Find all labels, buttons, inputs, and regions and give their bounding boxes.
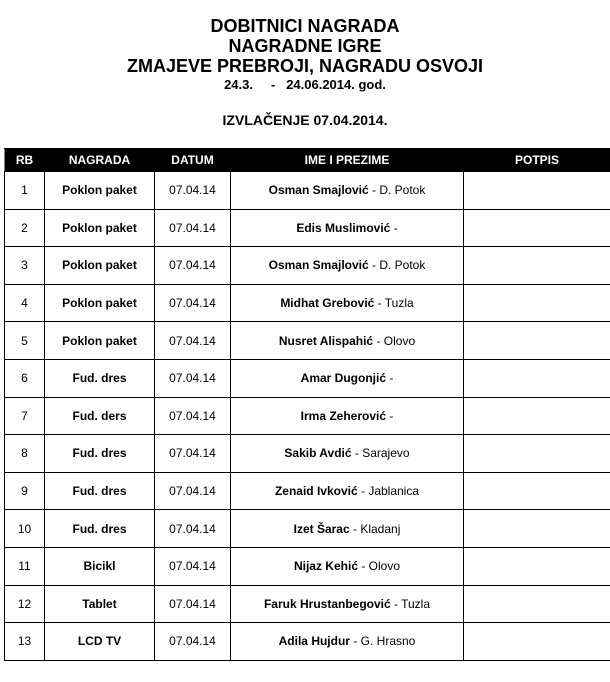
winner-name: Zenaid Ivković	[274, 484, 358, 499]
winner-place: - Olovo	[373, 333, 416, 348]
winner-place: - Olovo	[358, 559, 401, 574]
winner-place: -	[390, 220, 398, 235]
prize-cell: LCD TV	[45, 623, 155, 661]
winner-name-cell	[231, 359, 464, 397]
date-cell: 07.04.14	[155, 435, 231, 473]
signature-cell	[464, 322, 610, 360]
winner-name-cell	[231, 510, 464, 548]
winner-name: Irma Zeherović	[300, 408, 387, 423]
winner-name-cell	[231, 247, 464, 285]
date-range	[0, 76, 610, 94]
table-row	[5, 209, 610, 247]
row-number-cell: 13	[5, 623, 45, 661]
table-row	[5, 435, 610, 473]
winner-place: - Sarajevo	[351, 446, 410, 461]
date-cell: 07.04.14	[155, 209, 231, 247]
document-header	[0, 16, 610, 94]
winner-name-cell	[231, 623, 464, 661]
table-body	[5, 172, 610, 661]
row-number-cell: 2	[5, 209, 45, 247]
title-line-2: NAGRADNE IGRE	[228, 36, 382, 56]
prize-cell: Fud. ders	[45, 397, 155, 435]
table-row	[5, 397, 610, 435]
row-number-cell: 4	[5, 284, 45, 322]
winner-name: Nijaz Kehić	[293, 559, 358, 574]
date-cell: 07.04.14	[155, 510, 231, 548]
winner-name-cell	[231, 435, 464, 473]
winner-name-cell	[231, 172, 464, 210]
winner-place: -	[386, 371, 394, 386]
prize-cell: Poklon paket	[45, 209, 155, 247]
table-row	[5, 284, 610, 322]
row-number-cell: 6	[5, 359, 45, 397]
table-row	[5, 585, 610, 623]
signature-cell	[464, 284, 610, 322]
date-cell: 07.04.14	[155, 623, 231, 661]
prize-cell: Poklon paket	[45, 247, 155, 285]
row-number-cell: 3	[5, 247, 45, 285]
signature-cell	[464, 623, 610, 661]
column-header-datum: DATUM	[155, 149, 231, 172]
table-row	[5, 510, 610, 548]
date-to: 24.06.2014. god.	[286, 77, 386, 92]
winner-name: Nusret Alispahić	[278, 333, 374, 348]
table-row	[5, 247, 610, 285]
row-number-cell: 1	[5, 172, 45, 210]
signature-cell	[464, 172, 610, 210]
table-row	[5, 359, 610, 397]
signature-cell	[464, 585, 610, 623]
winner-name: Sakib Avdić	[284, 446, 352, 461]
winner-name: Midhat Grebović	[280, 296, 375, 311]
winner-name: Amar Dugonjić	[300, 371, 386, 386]
date-cell: 07.04.14	[155, 284, 231, 322]
winner-place: - D. Potok	[368, 258, 426, 273]
table-row	[5, 472, 610, 510]
title-line-3: ZMAJEVE PREBROJI, NAGRADU OSVOJI	[126, 56, 484, 76]
column-header-ime: IME I PREZIME	[231, 149, 464, 172]
prize-cell: Poklon paket	[45, 322, 155, 360]
winner-name-cell	[231, 585, 464, 623]
winner-name: Adila Hujdur	[278, 634, 350, 649]
date-separator: -	[271, 77, 276, 92]
prize-cell: Bicikl	[45, 547, 155, 585]
column-header-nagrada: NAGRADA	[45, 149, 155, 172]
row-number-cell: 7	[5, 397, 45, 435]
row-number-cell: 5	[5, 322, 45, 360]
date-cell: 07.04.14	[155, 247, 231, 285]
signature-cell	[464, 435, 610, 473]
winner-place: - D. Potok	[368, 183, 426, 198]
winners-table	[4, 148, 610, 661]
winner-name-cell	[231, 397, 464, 435]
table-row	[5, 172, 610, 210]
date-cell: 07.04.14	[155, 547, 231, 585]
winner-name-cell	[231, 547, 464, 585]
winner-place: - Kladanj	[349, 521, 401, 536]
row-number-cell: 10	[5, 510, 45, 548]
winner-name-cell	[231, 284, 464, 322]
draw-date-label: IZVLAČENJE 07.04.2014.	[222, 112, 388, 128]
date-cell: 07.04.14	[155, 585, 231, 623]
signature-cell	[464, 247, 610, 285]
date-from: 24.3.	[224, 77, 253, 92]
winner-place: - Tuzla	[374, 296, 414, 311]
prize-cell: Fud. dres	[45, 359, 155, 397]
winner-name-cell	[231, 322, 464, 360]
winner-place: - Jablanica	[357, 484, 420, 499]
winner-name: Osman Smajlović	[268, 258, 369, 273]
row-number-cell: 8	[5, 435, 45, 473]
table-header-row	[5, 149, 610, 172]
date-cell: 07.04.14	[155, 472, 231, 510]
date-cell: 07.04.14	[155, 172, 231, 210]
winner-place: -	[386, 408, 394, 423]
date-cell: 07.04.14	[155, 322, 231, 360]
prize-cell: Fud. dres	[45, 472, 155, 510]
signature-cell	[464, 472, 610, 510]
winner-name: Izet Šarac	[293, 521, 350, 536]
row-number-cell: 9	[5, 472, 45, 510]
column-header-potpis: POTPIS	[464, 149, 610, 172]
signature-cell	[464, 209, 610, 247]
date-cell: 07.04.14	[155, 359, 231, 397]
prize-cell: Poklon paket	[45, 284, 155, 322]
signature-cell	[464, 397, 610, 435]
title-line-1: DOBITNICI NAGRADA	[210, 16, 400, 36]
prize-cell: Tablet	[45, 585, 155, 623]
winner-name: Edis Muslimović	[296, 220, 391, 235]
prize-cell: Poklon paket	[45, 172, 155, 210]
row-number-cell: 11	[5, 547, 45, 585]
signature-cell	[464, 547, 610, 585]
winner-place: - G. Hrasno	[349, 634, 416, 649]
signature-cell	[464, 510, 610, 548]
prize-cell: Fud. dres	[45, 435, 155, 473]
winner-name: Faruk Hrustanbegović	[263, 596, 391, 611]
winner-place: - Tuzla	[390, 596, 431, 611]
table-row	[5, 547, 610, 585]
table-row	[5, 623, 610, 661]
date-cell: 07.04.14	[155, 397, 231, 435]
signature-cell	[464, 359, 610, 397]
table-row	[5, 322, 610, 360]
prize-cell: Fud. dres	[45, 510, 155, 548]
winner-name-cell	[231, 472, 464, 510]
winner-name: Osman Smajlović	[268, 183, 369, 198]
winner-name-cell	[231, 209, 464, 247]
column-header-rb: RB	[5, 149, 45, 172]
row-number-cell: 12	[5, 585, 45, 623]
